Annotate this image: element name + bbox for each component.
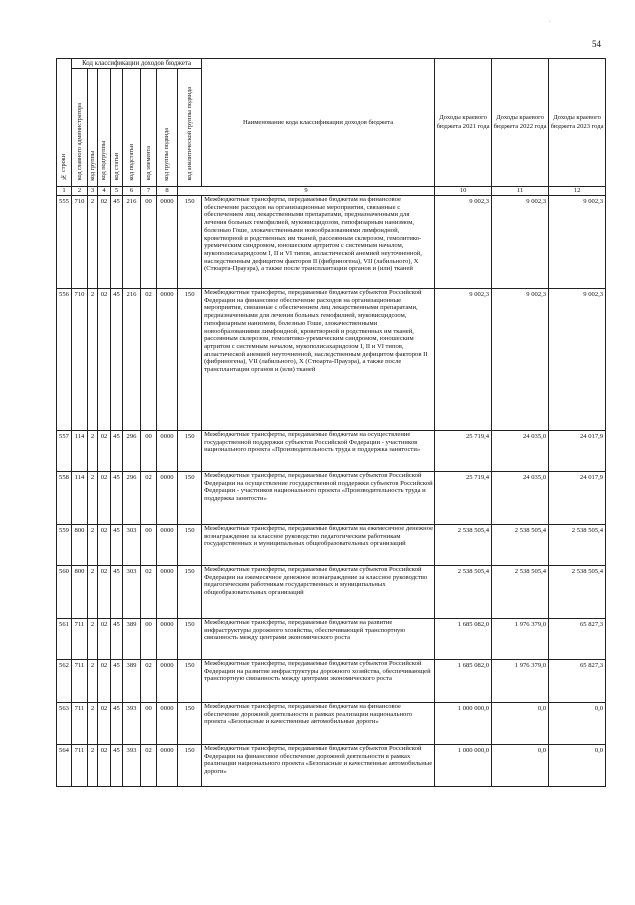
analytic-group-code-cell: 150 [178,703,202,745]
table-row [57,745,606,787]
article-code-cell: 45 [111,619,123,660]
analytic-group-code-cell: 150 [178,525,202,566]
row-number: 557 [57,431,72,472]
element-code-cell: 00 [141,196,157,289]
column-number-row [57,187,606,196]
subgroup-code-cell: 02 [98,566,111,619]
admin-code-cell: 800 [72,525,88,566]
subarticle-code-cell: 389 [123,660,141,703]
subtype-group-code-cell: 0000 [157,745,178,787]
revenue-name-cell: Межбюджетные трансферты, передаваемые бюджетам на осуществление государственной поддержки субъектов Российской Федерации - участников национального проекта «Производительность труда и поддержка занятости» [202,431,435,472]
column-number: 3 [88,187,98,196]
subarticle-code-cell: 216 [123,196,141,289]
page-number: 54 [592,39,601,49]
revenue-name-cell: Межбюджетные трансферты, передаваемые бюджетам на финансовое обеспечение дорожной деятельности в рамках реализации национального проекта «Безопасные и качественные автомобильные дороги» [202,703,435,745]
admin-code-cell: 711 [72,660,88,703]
column-number: 5 [111,187,123,196]
article-code-cell: 45 [111,703,123,745]
amount-2021-cell: 25 719,4 [435,472,492,525]
amount-2021-cell: 2 538 505,4 [435,525,492,566]
article-code-cell: 45 [111,472,123,525]
amount-2021-cell: 1 685 082,0 [435,619,492,660]
subgroup-code-cell: 02 [98,289,111,431]
revenue-name-cell: Межбюджетные трансферты, передаваемые бюджетам субъектов Российской Федерации на финансовое обеспечение дорожной деятельности в рамках реализации национального проекта «Безопасные и качественные автомобильные дороги» [202,745,435,787]
amount-2022-cell: 24 035,0 [492,472,549,525]
row-number: 558 [57,472,72,525]
name-column-header: Наименование кода классификации доходов бюджета [202,59,435,187]
subtype-group-code-header [157,69,178,187]
column-number: 10 [435,187,492,196]
table-header [57,59,606,196]
admin-code-header [72,69,88,187]
table-row [57,196,606,289]
row-number: 563 [57,703,72,745]
analytic-group-code-header-label: код аналитической группы подвида [185,86,193,181]
amount-2021-cell: 2 538 505,4 [435,566,492,619]
column-number: 7 [141,187,157,196]
subarticle-code-cell: 393 [123,703,141,745]
row-number-header [57,59,72,187]
subarticle-code-cell: 303 [123,566,141,619]
subarticle-code-cell: 296 [123,472,141,525]
column-number: 12 [549,187,606,196]
analytic-group-code-cell: 150 [178,196,202,289]
revenue-name-cell: Межбюджетные трансферты, передаваемые бюджетам на ежемесячное денежное вознаграждение за классное руководство педагогическим работникам государственных и муниципальных общеобразовательных организаций [202,525,435,566]
analytic-group-code-cell: 150 [178,745,202,787]
revenue-name-cell: Межбюджетные трансферты, передаваемые бюджетам субъектов Российской Федерации на финансовое обеспечение расходов на организационные мероприятия, связанные с обеспечением лиц лекарственными препаратами, предназначенными для лечения больных гемофилией, муковисцидозом, гипофизарным нанизмом, болезнью Гоше, злокачественными новообразованиями лимфоидной, кроветворной и родственных им тканей, рассеянным склерозом, гемолитико-уремическим синдромом, юношеским артритом с системным началом, мукополисахаридозом I, II и VI типов, апластической анемией неуточненной, наследственным дефицитом факторов II (фибриногена), VII (лабильного), X (Стюарта-Прауэра), а также после трансплантации органов и (или) тканей [202,289,435,431]
row-number: 562 [57,660,72,703]
row-number: 561 [57,619,72,660]
group-code-cell: 2 [88,745,98,787]
admin-code-header-label: код главного администратора [75,103,83,181]
subgroup-code-cell: 02 [98,431,111,472]
element-code-header [141,69,157,187]
article-code-cell: 45 [111,289,123,431]
group-code-cell: 2 [88,660,98,703]
group-code-cell: 2 [88,619,98,660]
admin-code-cell: 710 [72,196,88,289]
amount-2022-cell: 2 538 505,4 [492,566,549,619]
group-code-cell: 2 [88,196,98,289]
row-number: 559 [57,525,72,566]
group-code-header-label: код группы [88,150,96,181]
amount-2022-cell: 0,0 [492,745,549,787]
amount-2021-cell: 9 002,3 [435,196,492,289]
group-code-cell: 2 [88,472,98,525]
revenue-name-cell: Межбюджетные трансферты, передаваемые бюджетам субъектов Российской Федерации на осуществление государственной поддержки субъектов Российской Федерации - участников национального проекта «Производительность труда и поддержка занятости» [202,472,435,525]
analytic-group-code-cell: 150 [178,619,202,660]
amount-2023-cell: 65 827,3 [549,619,606,660]
analytic-group-code-cell: 150 [178,431,202,472]
subtype-group-code-header-label: код группы подвида [163,127,171,181]
amount-2022-cell: 9 002,3 [492,196,549,289]
amount-2023-cell: 0,0 [549,745,606,787]
amount-2022-header: Доходы краевого бюджета 2022 года [492,59,549,187]
amount-2023-cell: 2 538 505,4 [549,566,606,619]
subtype-group-code-cell: 0000 [157,566,178,619]
table-row [57,703,606,745]
subarticle-code-cell: 216 [123,289,141,431]
row-number: 556 [57,289,72,431]
amount-2022-cell: 1 976 379,0 [492,619,549,660]
subgroup-code-cell: 02 [98,196,111,289]
subgroup-code-cell: 02 [98,472,111,525]
revenue-name-cell: Межбюджетные трансферты, передаваемые бюджетам субъектов Российской Федерации на ежемесячное денежное вознаграждение за классное руководство педагогическим работникам государственных и муниципальных общеобразовательных организаций [202,566,435,619]
amount-2022-cell: 2 538 505,4 [492,525,549,566]
element-code-header-label: код элемента [144,146,152,181]
revenue-name-cell: Межбюджетные трансферты, передаваемые бюджетам на финансовое обеспечение расходов на организационные мероприятия, связанные с обеспечением лиц лекарственными препаратами, предназначенными для лечения больных гемофилией, муковисцидозом, гипофизарным нанизмом, болезнью Гоше, злокачественными новообразованиями лимфоидной, кроветворной и родственных им тканей, рассеянным склерозом, гемолитико-уремическим синдромом, юношеским артритом с системным началом, мукополисахаридозом I, II и VI типов, апластической анемией неуточненной, наследственным дефицитом факторов II (фибриногена), VII (лабильного), X (Стюарта-Прауэра), а также после трансплантации органов и (или) тканей [202,196,435,289]
article-code-cell: 45 [111,745,123,787]
subgroup-code-header [98,69,111,187]
analytic-group-code-cell: 150 [178,472,202,525]
amount-2023-cell: 65 827,3 [549,660,606,703]
amount-2021-cell: 1 000 000,0 [435,703,492,745]
amount-2023-cell: 24 017,9 [549,431,606,472]
subtype-group-code-cell: 0000 [157,525,178,566]
subtype-group-code-cell: 0000 [157,619,178,660]
subtype-group-code-cell: 0000 [157,431,178,472]
subtype-group-code-cell: 0000 [157,289,178,431]
article-code-cell: 45 [111,566,123,619]
article-code-header [111,69,123,187]
subarticle-code-header-label: код подстатьи [127,143,135,181]
subarticle-code-cell: 393 [123,745,141,787]
row-number: 555 [57,196,72,289]
subgroup-code-cell: 02 [98,619,111,660]
amount-2023-cell: 0,0 [549,703,606,745]
subgroup-code-cell: 02 [98,525,111,566]
amount-2022-cell: 24 035,0 [492,431,549,472]
subgroup-code-cell: 02 [98,660,111,703]
amount-2021-cell: 1 685 082,0 [435,660,492,703]
column-number: 9 [178,187,435,196]
article-code-cell: 45 [111,525,123,566]
subgroup-code-cell: 02 [98,703,111,745]
table-row [57,525,606,566]
amount-2023-cell: 24 017,9 [549,472,606,525]
subtype-group-code-cell: 0000 [157,196,178,289]
amount-2021-header: Доходы краевого бюджета 2021 года [435,59,492,187]
subtype-group-code-cell: 0000 [157,660,178,703]
element-code-cell: 02 [141,289,157,431]
group-code-cell: 2 [88,289,98,431]
article-code-cell: 45 [111,660,123,703]
admin-code-cell: 711 [72,745,88,787]
subgroup-code-cell: 02 [98,745,111,787]
admin-code-cell: 710 [72,289,88,431]
admin-code-cell: 711 [72,703,88,745]
subarticle-code-cell: 389 [123,619,141,660]
column-number: 4 [98,187,111,196]
amount-2023-cell: 9 002,3 [549,289,606,431]
corner-mark: · [549,19,551,25]
analytic-group-code-cell: 150 [178,566,202,619]
revenue-name-cell: Межбюджетные трансферты, передаваемые бюджетам субъектов Российской Федерации на развитие инфраструктуры дорожного хозяйства, обеспечивающей транспортную связанность между центрами экономического роста [202,660,435,703]
amount-2022-cell: 9 002,3 [492,289,549,431]
analytic-group-code-cell: 150 [178,660,202,703]
table-body [57,196,606,787]
analytic-group-code-cell: 150 [178,289,202,431]
admin-code-cell: 800 [72,566,88,619]
amount-2023-cell: 9 002,3 [549,196,606,289]
row-number-header-label: № строки [60,153,68,181]
column-number: 1 [57,187,72,196]
amount-2021-cell: 1 000 000,0 [435,745,492,787]
admin-code-cell: 114 [72,472,88,525]
subtype-group-code-cell: 0000 [157,703,178,745]
table-row [57,431,606,472]
column-number: 11 [492,187,549,196]
element-code-cell: 02 [141,745,157,787]
row-number: 560 [57,566,72,619]
element-code-cell: 02 [141,472,157,525]
element-code-cell: 02 [141,660,157,703]
admin-code-cell: 711 [72,619,88,660]
classification-code-header: Код классификации доходов бюджета [72,59,202,69]
group-code-cell: 2 [88,566,98,619]
table-row [57,472,606,525]
group-code-cell: 2 [88,431,98,472]
column-number: 6 [123,187,141,196]
amount-2023-cell: 2 538 505,4 [549,525,606,566]
budget-revenue-table [56,58,606,787]
amount-2022-cell: 1 976 379,0 [492,660,549,703]
subarticle-code-cell: 303 [123,525,141,566]
group-code-header [88,69,98,187]
group-code-cell: 2 [88,525,98,566]
table-row [57,566,606,619]
amount-2022-cell: 0,0 [492,703,549,745]
column-number: 8 [157,187,178,196]
element-code-cell: 00 [141,525,157,566]
subarticle-code-cell: 296 [123,431,141,472]
subgroup-code-header-label: код подгруппы [100,141,108,181]
subarticle-code-header [123,69,141,187]
element-code-cell: 00 [141,619,157,660]
element-code-cell: 00 [141,431,157,472]
admin-code-cell: 114 [72,431,88,472]
analytic-group-code-header [178,69,202,187]
column-number: 2 [72,187,88,196]
table-row [57,660,606,703]
element-code-cell: 02 [141,566,157,619]
subtype-group-code-cell: 0000 [157,472,178,525]
table-row [57,289,606,431]
element-code-cell: 00 [141,703,157,745]
article-code-header-label: код статьи [112,153,120,181]
amount-2021-cell: 9 002,3 [435,289,492,431]
article-code-cell: 45 [111,431,123,472]
group-code-cell: 2 [88,703,98,745]
article-code-cell: 45 [111,196,123,289]
table-row [57,619,606,660]
amount-2023-header: Доходы краевого бюджета 2023 года [549,59,606,187]
row-number: 564 [57,745,72,787]
revenue-name-cell: Межбюджетные трансферты, передаваемые бюджетам на развитие инфраструктуры дорожного хозяйства, обеспечивающей транспортную связанность между центрами экономического роста [202,619,435,660]
amount-2021-cell: 25 719,4 [435,431,492,472]
